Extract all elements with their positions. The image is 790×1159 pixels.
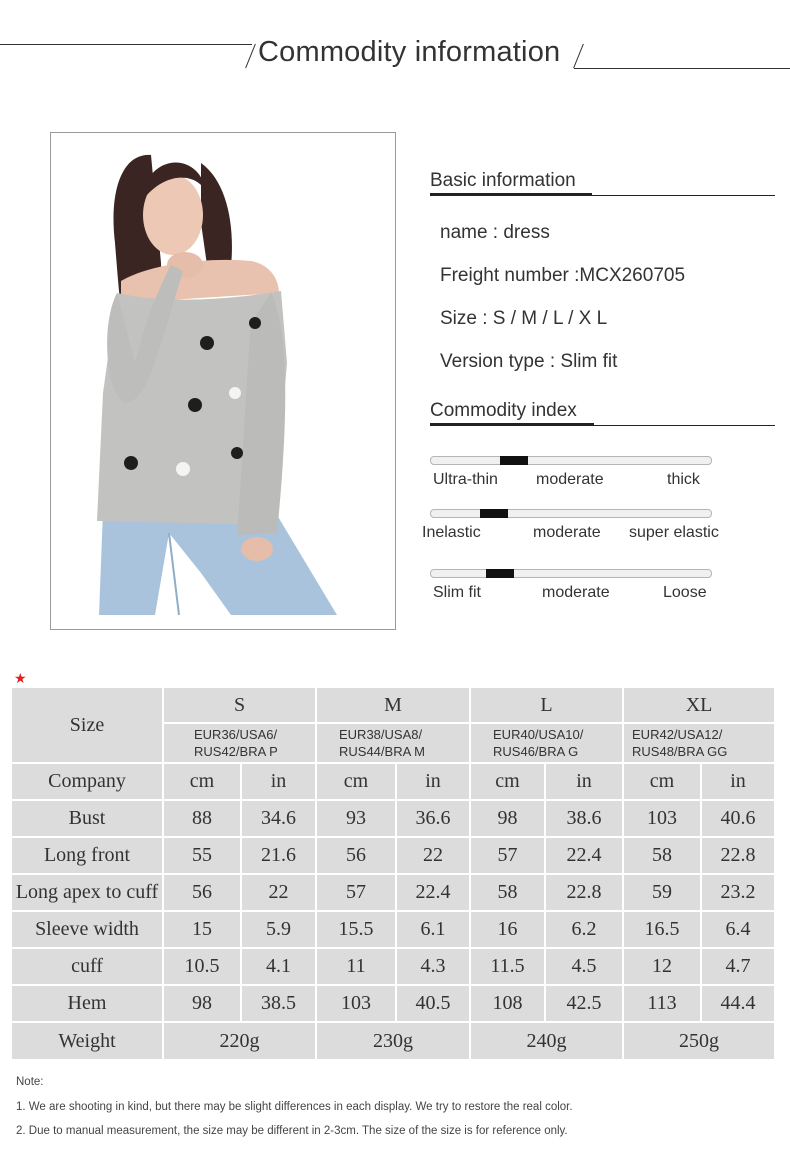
fit-label-high: Loose <box>663 584 707 601</box>
thickness-indicator <box>500 456 528 465</box>
thickness-label-high: thick <box>667 471 700 488</box>
size-m-eq-line2: RUS44/BRA M <box>339 744 425 759</box>
elasticity-scale <box>430 509 712 518</box>
product-photo-illustration <box>51 133 395 629</box>
elasticity-label-mid: moderate <box>533 524 601 541</box>
note-line-1: 1. We are shooting in kind, but there may be slight differences in each display. We try to restore the real color. <box>16 1101 573 1113</box>
table-cell: 103 <box>623 800 701 837</box>
table-row-long-apex-to-cuff <box>11 874 775 911</box>
table-cell: 6.2 <box>545 911 623 948</box>
size-s-header: S <box>163 687 316 723</box>
size-xl-equivalents <box>623 723 775 763</box>
info-size: Size : S / M / L / X L <box>440 308 608 329</box>
info-name: name : dress <box>440 222 550 243</box>
table-cell: 113 <box>623 985 701 1022</box>
table-cell: 55 <box>163 837 241 874</box>
row-label: Bust <box>11 800 163 837</box>
elasticity-indicator <box>480 509 508 518</box>
size-l-eq-line2: RUS46/BRA G <box>493 744 579 759</box>
elasticity-label-low: Inelastic <box>422 524 481 541</box>
table-cell: 56 <box>316 837 396 874</box>
note-title: Note: <box>16 1076 44 1088</box>
table-cell: 56 <box>163 874 241 911</box>
row-label: Long front <box>11 837 163 874</box>
table-cell: 22 <box>396 837 470 874</box>
size-m-header: M <box>316 687 470 723</box>
table-cell: 11.5 <box>470 948 545 985</box>
table-cell: 23.2 <box>701 874 775 911</box>
header-rule-right <box>574 68 790 69</box>
table-cell: 59 <box>623 874 701 911</box>
size-s-eq-line1: EUR36/USA6/ <box>194 727 278 742</box>
unit-in: in <box>545 763 623 800</box>
row-label: Weight <box>11 1022 163 1060</box>
table-cell: 103 <box>316 985 396 1022</box>
note-line-2: 2. Due to manual measurement, the size may be different in 2-3cm. The size of the size is for reference only. <box>16 1125 568 1137</box>
basic-information-rule <box>430 195 775 196</box>
size-table <box>10 686 776 1061</box>
size-l-equivalents <box>470 723 623 763</box>
weight-m: 230g <box>316 1022 470 1060</box>
company-header: Company <box>11 763 163 800</box>
table-row-bust <box>11 800 775 837</box>
fit-indicator <box>486 569 514 578</box>
table-cell: 5.9 <box>241 911 316 948</box>
thickness-scale <box>430 456 712 465</box>
table-cell: 4.7 <box>701 948 775 985</box>
table-cell: 58 <box>470 874 545 911</box>
table-cell: 40.6 <box>701 800 775 837</box>
unit-in: in <box>701 763 775 800</box>
table-cell: 57 <box>316 874 396 911</box>
fit-label-low: Slim fit <box>433 584 481 601</box>
thickness-label-mid: moderate <box>536 471 604 488</box>
size-s-eq-line2: RUS42/BRA P <box>194 744 278 759</box>
star-icon: ★ <box>14 670 27 686</box>
table-cell: 15.5 <box>316 911 396 948</box>
size-xl-header: XL <box>623 687 775 723</box>
basic-information-title: Basic information <box>430 170 576 191</box>
table-cell: 98 <box>163 985 241 1022</box>
table-cell: 38.5 <box>241 985 316 1022</box>
size-xl-eq-line1: EUR42/USA12/ <box>632 727 723 742</box>
table-cell: 34.6 <box>241 800 316 837</box>
table-cell: 93 <box>316 800 396 837</box>
weight-l: 240g <box>470 1022 623 1060</box>
table-row-cuff <box>11 948 775 985</box>
fit-label-mid: moderate <box>542 584 610 601</box>
unit-cm: cm <box>470 763 545 800</box>
table-cell: 44.4 <box>701 985 775 1022</box>
table-cell: 40.5 <box>396 985 470 1022</box>
table-cell: 11 <box>316 948 396 985</box>
size-l-eq-line1: EUR40/USA10/ <box>493 727 584 742</box>
product-photo <box>50 132 396 630</box>
table-cell: 10.5 <box>163 948 241 985</box>
table-cell: 16 <box>470 911 545 948</box>
row-label: Long apex to cuff <box>11 874 163 911</box>
size-header: Size <box>11 687 163 763</box>
unit-cm: cm <box>623 763 701 800</box>
row-label: Hem <box>11 985 163 1022</box>
table-cell: 57 <box>470 837 545 874</box>
size-xl-eq-line2: RUS48/BRA GG <box>632 744 728 759</box>
row-label: cuff <box>11 948 163 985</box>
header-slash-left <box>245 44 256 68</box>
header-rule-left <box>0 44 252 45</box>
table-cell: 4.3 <box>396 948 470 985</box>
unit-cm: cm <box>316 763 396 800</box>
commodity-index-rule <box>430 425 775 426</box>
table-cell: 22.4 <box>545 837 623 874</box>
table-cell: 12 <box>623 948 701 985</box>
table-cell: 58 <box>623 837 701 874</box>
unit-in: in <box>396 763 470 800</box>
size-m-equivalents <box>316 723 470 763</box>
info-version-type: Version type : Slim fit <box>440 351 618 372</box>
header-slash-right <box>573 44 584 68</box>
table-cell: 36.6 <box>396 800 470 837</box>
commodity-index-title: Commodity index <box>430 400 577 421</box>
thickness-label-low: Ultra-thin <box>433 471 498 488</box>
unit-cm: cm <box>163 763 241 800</box>
table-cell: 15 <box>163 911 241 948</box>
table-cell: 88 <box>163 800 241 837</box>
table-row-weight <box>11 1022 775 1060</box>
table-cell: 4.1 <box>241 948 316 985</box>
table-cell: 16.5 <box>623 911 701 948</box>
table-cell: 22 <box>241 874 316 911</box>
table-cell: 21.6 <box>241 837 316 874</box>
table-cell: 6.1 <box>396 911 470 948</box>
weight-s: 220g <box>163 1022 316 1060</box>
table-cell: 38.6 <box>545 800 623 837</box>
table-cell: 98 <box>470 800 545 837</box>
table-cell: 22.8 <box>701 837 775 874</box>
elasticity-label-high: super elastic <box>629 524 719 541</box>
fit-scale <box>430 569 712 578</box>
table-row-hem <box>11 985 775 1022</box>
size-l-header: L <box>470 687 623 723</box>
table-row-long-front <box>11 837 775 874</box>
weight-xl: 250g <box>623 1022 775 1060</box>
row-label: Sleeve width <box>11 911 163 948</box>
size-m-eq-line1: EUR38/USA8/ <box>339 727 423 742</box>
table-row-sleeve-width <box>11 911 775 948</box>
table-cell: 22.8 <box>545 874 623 911</box>
page-title: Commodity information <box>258 36 561 68</box>
table-cell: 42.5 <box>545 985 623 1022</box>
size-s-equivalents <box>163 723 316 763</box>
table-cell: 4.5 <box>545 948 623 985</box>
table-cell: 6.4 <box>701 911 775 948</box>
info-freight-number: Freight number :MCX260705 <box>440 265 686 286</box>
table-cell: 108 <box>470 985 545 1022</box>
unit-in: in <box>241 763 316 800</box>
table-cell: 22.4 <box>396 874 470 911</box>
